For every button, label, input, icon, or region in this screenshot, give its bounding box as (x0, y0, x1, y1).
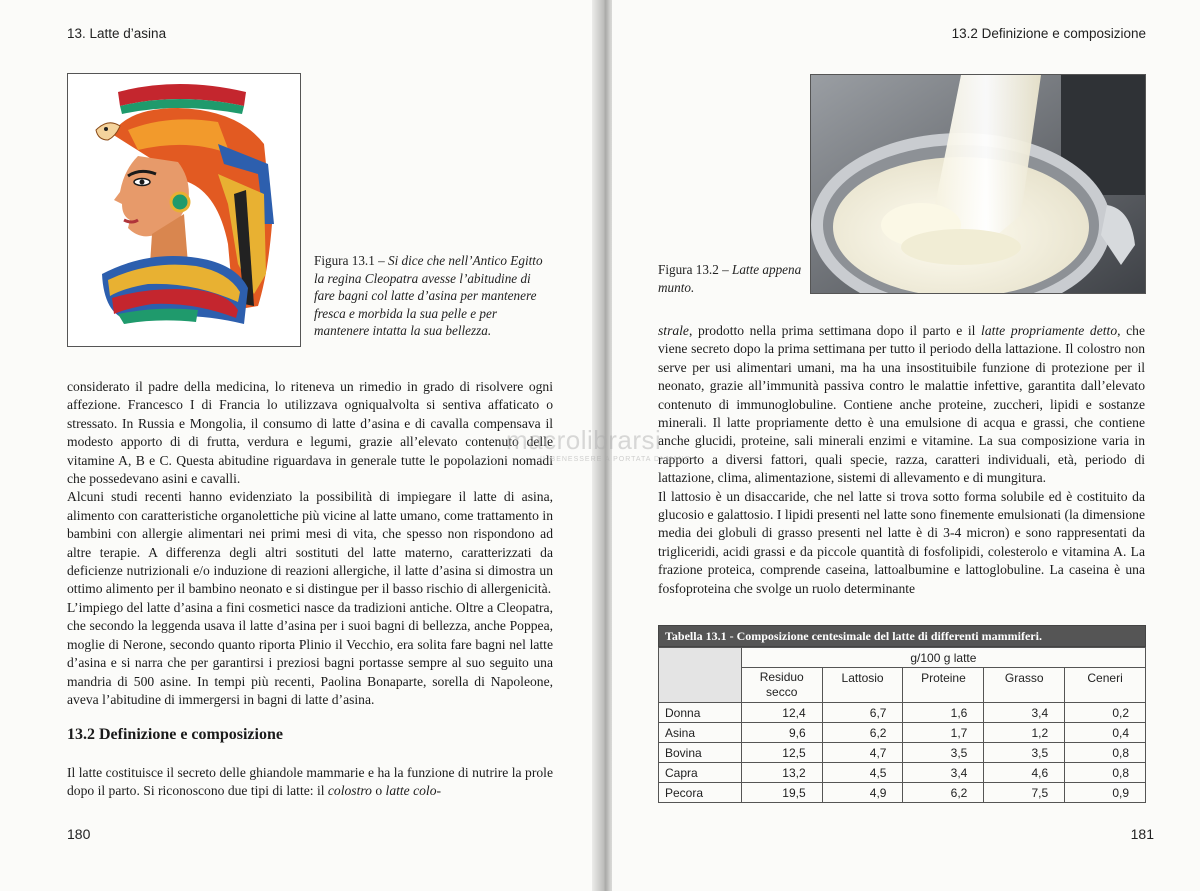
table-cell: 6,2 (903, 783, 984, 803)
table-cell: 1,7 (903, 723, 984, 743)
colostro-term: colostro (327, 783, 372, 799)
table-cell: 7,5 (984, 783, 1065, 803)
table-cell: 19,5 (741, 783, 822, 803)
composition-table-wrap (658, 625, 1146, 803)
table-cell: 0,8 (1065, 743, 1146, 763)
milk-photo (810, 74, 1146, 294)
left-paragraph-2: Alcuni studi recenti hanno evidenziato la possibilità di impiegare il latte di asina, alimento con caratteristiche organolettiche più vicine al latte umano, come trattamento in bambini con allergie alimentari nei primi mesi di vita, che spesso non rispondono ad altre terapie. A differenza degli altri sostituti del latte materno, caratterizzati da deficienze nutrizionali e/o induzione di reazioni allergiche, il latte d’asina si dimostra un ottimo alimento per il bambino neonato e si distingue per il basso rischio di allergenicità. (67, 489, 553, 597)
table-cell: 0,9 (1065, 783, 1146, 803)
right-page-number: 181 (1130, 826, 1154, 842)
table-cell: 3,4 (903, 763, 984, 783)
table-cell: 0,4 (1065, 723, 1146, 743)
table-cell: 0,8 (1065, 763, 1146, 783)
table-cell: 3,5 (984, 743, 1065, 763)
row-label: Asina (659, 723, 742, 743)
table-row (659, 783, 1146, 803)
watermark: macrolibrarsi (506, 425, 662, 455)
right-paragraph-1 (658, 322, 1145, 488)
table-body (659, 703, 1146, 803)
figure-13-1-label: Figura 13.1 – (314, 253, 388, 268)
table-cell: 4,6 (984, 763, 1065, 783)
figure-13-2-text: Latte appena munto. (658, 262, 802, 295)
row-label: Donna (659, 703, 742, 723)
row-label: Bovina (659, 743, 742, 763)
table-cell: 1,2 (984, 723, 1065, 743)
col-header-lattosio: Lattosio (822, 668, 903, 703)
left-section-body (67, 764, 553, 801)
left-page-number: 180 (67, 826, 91, 842)
table-cell: 4,5 (822, 763, 903, 783)
strale-term: strale (658, 323, 689, 338)
table-cell: 0,2 (1065, 703, 1146, 723)
table-group-header: g/100 g latte (741, 648, 1145, 668)
row-label: Pecora (659, 783, 742, 803)
table-cell: 3,4 (984, 703, 1065, 723)
composition-table (658, 647, 1146, 803)
section-paragraph (67, 764, 553, 801)
table-cell: 13,2 (741, 763, 822, 783)
section-title: 13.2 Definizione e composizione (67, 726, 283, 743)
left-body-text (67, 378, 553, 709)
right-paragraph-2: Il lattosio è un disaccaride, che nel latte si trova sotto forma solubile ed è costituito da glucosio e galattosio. I lipidi presenti nel latte sono finemente emulsionati (la dimensione media dei globuli di grasso presenti nel latte è di 3-4 micron) e sono rappresentati da trigliceridi, acidi grassi e da piccole quantità di fosfolipidi, colesterolo e vitamina A. La frazione proteica, comprende caseina, lattoalbumine e lattoglobuline. La caseina è una fosfoproteina che svolge un ruolo determinante (658, 488, 1145, 596)
figure-13-2-caption (658, 261, 808, 296)
left-running-header: 13. Latte d’asina (67, 26, 167, 41)
table-row (659, 703, 1146, 723)
cleopatra-illustration (67, 73, 301, 347)
section-text-mid: o (371, 783, 386, 799)
figure-13-1-caption (314, 252, 554, 340)
table-row (659, 723, 1146, 743)
cleopatra-drawing (68, 74, 300, 346)
table-cell: 4,7 (822, 743, 903, 763)
watermark-subtitle: IL BENESSERE A PORTATA DI MANO (540, 456, 691, 463)
table-title: Tabella 13.1 - Composizione centesimale del latte di differenti mammiferi. (658, 625, 1146, 647)
right-running-header: 13.2 Definizione e composizione (951, 26, 1146, 41)
col-header-proteine: Proteine (903, 668, 984, 703)
figure-13-1-text: Si dice che nell’Antico Egitto la regina Cleopatra avesse l’abitudine di fare bagni col latte d’asina per mantenere fresca e morbida la sua pelle e per mantenere intatta la sua bellezza. (314, 253, 543, 339)
table-cell: 4,9 (822, 783, 903, 803)
table-row (659, 763, 1146, 783)
col-header-ceneri: Ceneri (1065, 668, 1146, 703)
col-header-grasso: Grasso (984, 668, 1065, 703)
right-body-text (658, 322, 1145, 598)
table-group-header-row (659, 648, 1146, 668)
table-cell: 6,7 (822, 703, 903, 723)
table-cell: 6,2 (822, 723, 903, 743)
para1-mid: , prodotto nella prima settimana dopo il parto e il (688, 323, 982, 338)
para1-rest: , che viene secreto dopo la prima settimana per tutto il periodo della lattazione. Il colostro non serve per usi alimentari umani, ma ha una insostituibile funzione di protezione per il neonato, grazie all’immunità passiva contro le malattie infettive, garantita dall’elevato contenuto di immunoglobuline. Contiene anche proteine, zuccheri, lipidi e sostanze minerali. Il latte propriamente detto è una emulsione di acqua e grassi, che contiene anche glucidi, proteine, sali minerali enzimi e vitamine. La sua composizione varia in rapporto a diversi fattori, quali specie, razza, caratteri individuali, età, periodo di lattazione, clima, alimentazione, sistemi di allevamento e di mungitura. (658, 323, 1145, 486)
table-corner-cell (659, 648, 742, 703)
latte-propriamente-detto-term: latte propriamente detto (981, 323, 1118, 338)
table-cell: 12,5 (741, 743, 822, 763)
table-cell: 9,6 (741, 723, 822, 743)
milk-pouring-drawing (811, 75, 1145, 293)
section-text-start: Il latte costituisce il secreto delle ghiandole mammarie e ha la funzione di nutrire la prole dopo il parto. Si riconoscono due tipi di latte: il (67, 765, 553, 799)
table-row (659, 743, 1146, 763)
left-paragraph-1: considerato il padre della medicina, lo riteneva un rimedio in grado di risolvere ogni affezione. Francesco I di Francia lo utilizzava ogniqualvolta si sentiva affaticato o stressato. In Russia e Mongolia, il consumo di latte d’asina e di cavalla compensava il modesto apporto di di frutta, verdura e legumi, grazie all’elevato contenuto delle vitamine A, B e C. Questa abitudine riguardava in generale tutte le popolazioni nomadi che possedevano asini e cavalli. (67, 379, 553, 487)
table-cell: 12,4 (741, 703, 822, 723)
col-header-residuo: Residuo secco (741, 668, 822, 703)
latte-colostrale-term: latte colo- (385, 783, 442, 799)
left-paragraph-3: L’impiego del latte d’asina a fini cosmetici nasce da tradizioni antiche. Oltre a Cleopatra, che secondo la leggenda usava il latte d’asina per i suoi bagni di bellezza, anche Poppea, moglie di Nerone, secondo quanto riporta Plinio il Vecchio, era solita fare bagni nel latte d’asina e si narra che per garantirsi i preziosi bagni portasse sempre al suo seguito una mandria di 500 asine. In tempi più recenti, Paolina Bonaparte, sorella di Napoleone, aveva l’abitudine di immergersi in bagni di latte d’asina. (67, 599, 553, 707)
right-page (612, 0, 1200, 891)
row-label: Capra (659, 763, 742, 783)
figure-13-2-label: Figura 13.2 – (658, 262, 732, 277)
table-cell: 3,5 (903, 743, 984, 763)
table-cell: 1,6 (903, 703, 984, 723)
